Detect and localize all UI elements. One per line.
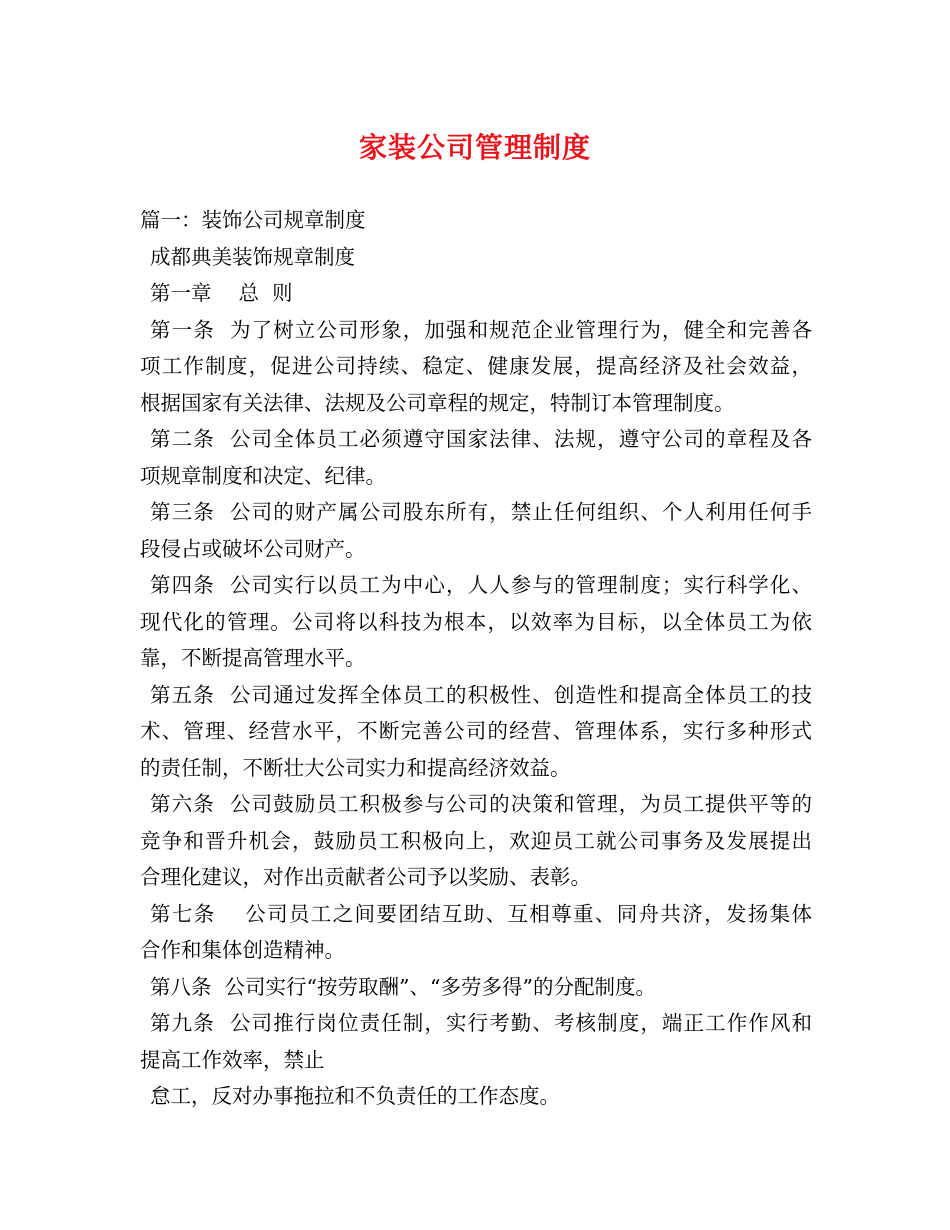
- article-5-line-2: 术、管理、经营水平，不断完善公司的经营、管理体系，实行多种形式: [140, 719, 812, 743]
- article-2-line-1: 第二条 公司全体员工必须遵守国家法律、法规，遵守公司的章程及各: [150, 427, 812, 451]
- article-6-line-1: 第六条 公司鼓励员工积极参与公司的决策和管理，为员工提供平等的: [150, 792, 812, 816]
- article-1-line-1: 第一条 为了树立公司形象，加强和规范企业管理行为，健全和完善各: [150, 317, 812, 342]
- article-3-line-2: 段侵占或破坏公司财产。: [140, 536, 366, 561]
- article-1-line-3: 根据国家有关法律、法规及公司章程的规定，特制订本管理制度。: [140, 390, 735, 415]
- chapter-heading: 第一章 总 则: [150, 281, 293, 305]
- article-4-line-1: 第四条 公司实行以员工为中心，人人参与的管理制度；实行科学化、: [150, 573, 812, 597]
- article-7-line-2: 合作和集体创造精神。: [140, 938, 345, 962]
- article-8-line-1: 第八条 公司实行“按劳取酬”、“多劳多得”的分配制度。: [150, 974, 656, 999]
- article-4-line-2: 现代化的管理。公司将以科技为根本，以效率为目标，以全体员工为依: [140, 609, 812, 634]
- article-1-line-2: 项工作制度，促进公司持续、稳定、健康发展，提高经济及社会效益，: [140, 354, 812, 378]
- document-body: [140, 202, 812, 1115]
- article-4-line-3: 靠，不断提高管理水平。: [140, 646, 366, 670]
- article-5-line-3: 的责任制，不断壮大公司实力和提高经济效益。: [140, 755, 571, 780]
- article-5-line-1: 第五条 公司通过发挥全体员工的积极性、创造性和提高全体员工的技: [150, 682, 812, 707]
- article-6-line-3: 合理化建议，对作出贡献者公司予以奖励、表彰。: [140, 865, 591, 889]
- article-6-line-2: 竞争和晋升机会，鼓励员工积极向上，欢迎员工就公司事务及发展提出: [140, 828, 812, 853]
- article-9-line-2: 提高工作效率，禁止: [140, 1047, 325, 1072]
- section-heading: 篇一：装饰公司规章制度: [140, 208, 366, 232]
- article-7-line-1: 第七条 公司员工之间要团结互助、互相尊重、同舟共济，发扬集体: [150, 901, 812, 926]
- subtitle-line: 成都典美装饰规章制度: [150, 244, 355, 269]
- document-title: 家装公司管理制度: [358, 131, 591, 164]
- article-3-line-1: 第三条 公司的财产属公司股东所有，禁止任何组织、个人利用任何手: [150, 500, 812, 524]
- article-2-line-2: 项规章制度和决定、纪律。: [140, 463, 386, 488]
- article-9-line-3: 怠工，反对办事拖拉和不负责任的工作态度。: [150, 1084, 560, 1108]
- article-9-line-1: 第九条 公司推行岗位责任制，实行考勤、考核制度，端正工作作风和: [150, 1011, 812, 1035]
